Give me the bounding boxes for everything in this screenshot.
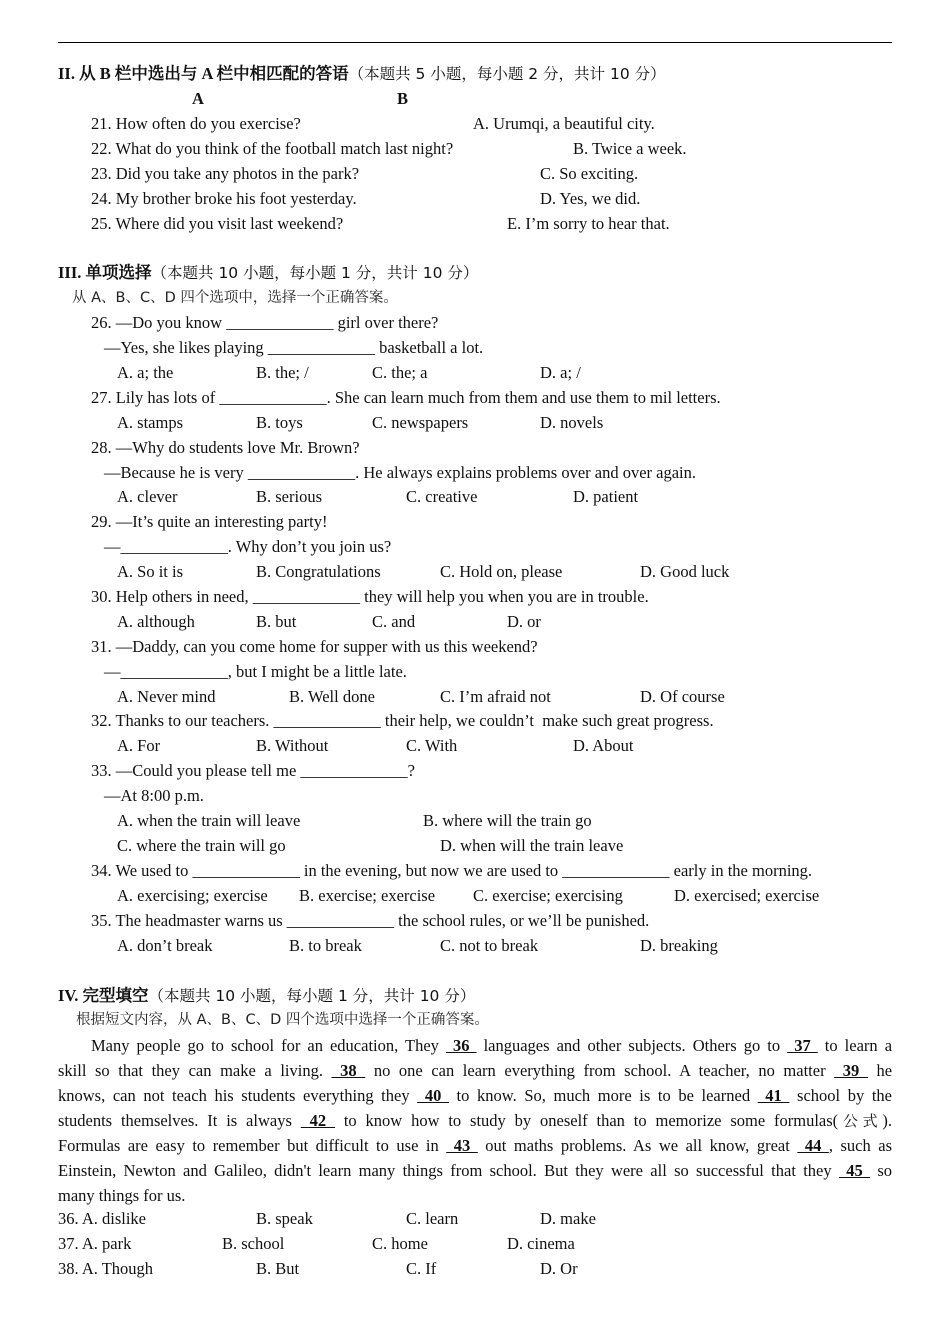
match-answer-d: D. Yes, we did. (540, 189, 641, 208)
column-a-header: A (192, 89, 204, 108)
option-32a: A. For (117, 736, 161, 755)
option-34c: C. exercise; exercising (473, 886, 623, 905)
passage-line-6 (58, 1158, 892, 1183)
blank-43: 43 (446, 1136, 478, 1155)
question-29-line2: —_____________. Why don’t you join us? (104, 537, 392, 556)
option-29c: C. Hold on, please (440, 562, 563, 581)
question-29-line1: 29. —It’s quite an interesting party! (91, 512, 328, 531)
passage-text: Einstein, Newton and Galileo, didn't learn many things from school. But they were all so successful that they (58, 1161, 839, 1180)
option-28a: A. clever (117, 487, 178, 506)
section4-title-cn: （本题共 10 小题，每小题 1 分，共计 10 分） (148, 987, 476, 1005)
passage-text: skill so that they can make a living. (58, 1061, 332, 1080)
option-35d: D. breaking (640, 936, 718, 955)
option-34d: D. exercised; exercise (674, 886, 820, 905)
option-35c: C. not to break (440, 936, 539, 955)
option-26a: A. a; the (117, 363, 174, 382)
option-28b: B. serious (256, 487, 322, 506)
passage-text: Formulas are easy to remember but difficult to use in (58, 1136, 447, 1155)
option-28d: D. patient (573, 487, 639, 506)
passage-text: to know how to study by oneself than to memorize some formulas( (334, 1111, 839, 1130)
column-b-header: B (397, 89, 409, 108)
passage-text: knows, can not teach his students everything they (58, 1086, 418, 1105)
answer-37a: 37. A. park (58, 1234, 132, 1253)
option-31b: B. Well done (289, 687, 375, 706)
blank-38: 38 (331, 1061, 366, 1080)
option-33b: B. where will the train go (423, 811, 592, 830)
section3-instruction: 从 A、B、C、D 四个选项中，选择一个正确答案。 (72, 290, 398, 306)
passage-text: 公式 (838, 1112, 883, 1130)
passage-text: ). (882, 1111, 893, 1130)
passage-line-1 (58, 1033, 892, 1058)
passage-text: , such as (828, 1136, 893, 1155)
question-27: 27. Lily has lots of _____________. She can learn much from them and use them to mil letters. (91, 388, 721, 407)
passage-text: so (870, 1161, 893, 1180)
match-answer-b: B. Twice a week. (573, 139, 687, 158)
passage-text: students themselves. It is always (58, 1111, 301, 1130)
question-35: 35. The headmaster warns us _____________ the school rules, or we’ll be punished. (91, 911, 650, 930)
question-31-line1: 31. —Daddy, can you come home for supper with us this weekend? (91, 637, 538, 656)
blank-44: 44 (797, 1136, 829, 1155)
match-question-25: 25. Where did you visit last weekend? (91, 214, 344, 233)
answer-38c: C. If (406, 1259, 437, 1278)
question-26-line1: 26. —Do you know _____________ girl over there? (91, 313, 439, 332)
passage-text: to learn a (817, 1036, 893, 1055)
option-30a: A. although (117, 612, 195, 631)
question-26-line2: —Yes, she likes playing _____________ basketball a lot. (104, 338, 484, 357)
option-27d: D. novels (540, 413, 604, 432)
option-29a: A. So it is (117, 562, 184, 581)
option-30d: D. or (507, 612, 541, 631)
passage-line-3 (58, 1083, 892, 1108)
section3-title-en: III. 单项选择 (58, 263, 152, 282)
blank-37: 37 (787, 1036, 818, 1055)
answer-37b: B. school (222, 1234, 285, 1253)
top-rule (58, 42, 892, 43)
option-31c: C. I’m afraid not (440, 687, 551, 706)
match-answer-c: C. So exciting. (540, 164, 639, 183)
answer-36b: B. speak (256, 1209, 313, 1228)
option-26d: D. a; / (540, 363, 581, 382)
option-30b: B. but (256, 612, 297, 631)
question-30: 30. Help others in need, _____________ they will help you when you are in trouble. (91, 587, 649, 606)
answer-37d: D. cinema (507, 1234, 575, 1253)
question-28-line2: —Because he is very _____________. He always explains problems over and over again. (104, 463, 697, 482)
option-27b: B. toys (256, 413, 303, 432)
option-26b: B. the; / (256, 363, 309, 382)
option-33d: D. when will the train leave (440, 836, 624, 855)
option-27a: A. stamps (117, 413, 183, 432)
answer-36d: D. make (540, 1209, 596, 1228)
option-33c: C. where the train will go (117, 836, 286, 855)
blank-39: 39 (834, 1061, 868, 1080)
option-35b: B. to break (289, 936, 362, 955)
answer-38a: 38. A. Though (58, 1259, 154, 1278)
answer-38d: D. Or (540, 1259, 578, 1278)
option-34a: A. exercising; exercise (117, 886, 268, 905)
option-32b: B. Without (256, 736, 329, 755)
option-35a: A. don’t break (117, 936, 213, 955)
question-34: 34. We used to _____________ in the evening, but now we are used to _____________ early in the morning. (91, 861, 813, 880)
answer-37c: C. home (372, 1234, 428, 1253)
passage-text: to know. So, much more is to be learned (448, 1086, 758, 1105)
passage-line-5 (58, 1133, 892, 1158)
option-29b: B. Congratulations (256, 562, 381, 581)
question-33-line2: —At 8:00 p.m. (104, 786, 204, 805)
option-29d: D. Good luck (640, 562, 730, 581)
question-32: 32. Thanks to our teachers. _____________ their help, we couldn’t make such great progress. (91, 711, 714, 730)
section4-instruction: 根据短文内容，从 A、B、C、D 四个选项中选择一个正确答案。 (76, 1012, 489, 1028)
passage-text: no one can learn everything from school. A teacher, no matter (365, 1061, 835, 1080)
option-32c: C. With (406, 736, 458, 755)
match-question-24: 24. My brother broke his foot yesterday. (91, 189, 357, 208)
section4-title-en: IV. 完型填空 (58, 986, 149, 1005)
passage-line-7: many things for us. (58, 1186, 186, 1205)
section2-title (58, 64, 666, 84)
option-31d: D. Of course (640, 687, 725, 706)
question-31-line2: —_____________, but I might be a little late. (104, 662, 407, 681)
blank-45: 45 (838, 1161, 871, 1180)
option-26c: C. the; a (372, 363, 428, 382)
option-34b: B. exercise; exercise (299, 886, 436, 905)
option-33a: A. when the train will leave (117, 811, 301, 830)
section3-title-cn: （本题共 10 小题，每小题 1 分，共计 10 分） (151, 264, 479, 282)
section2-title-en: II. 从 B 栏中选出与 A 栏中相匹配的答语 (58, 64, 349, 83)
question-33-line1: 33. —Could you please tell me _____________? (91, 761, 415, 780)
question-28-line1: 28. —Why do students love Mr. Brown? (91, 438, 360, 457)
blank-41: 41 (757, 1086, 790, 1105)
option-28c: C. creative (406, 487, 478, 506)
passage-text: out maths problems. As we all know, great (477, 1136, 798, 1155)
passage-line-2 (58, 1058, 892, 1083)
match-answer-e: E. I’m sorry to hear that. (507, 214, 670, 233)
passage-text: he (867, 1061, 893, 1080)
passage-line-4 (58, 1108, 892, 1134)
option-27c: C. newspapers (372, 413, 469, 432)
match-question-22: 22. What do you think of the football match last night? (91, 139, 454, 158)
answer-36a: 36. A. dislike (58, 1209, 147, 1228)
answer-38b: B. But (256, 1259, 300, 1278)
section4-title (58, 986, 475, 1006)
match-question-23: 23. Did you take any photos in the park? (91, 164, 360, 183)
section2-title-cn: （本题共 5 小题，每小题 2 分，共计 10 分） (348, 65, 666, 83)
passage-text: languages and other subjects. Others go to (476, 1036, 788, 1055)
blank-40: 40 (417, 1086, 449, 1105)
passage-text: Many people go to school for an education, They (91, 1036, 446, 1055)
passage-text: school by the (789, 1086, 892, 1105)
option-31a: A. Never mind (117, 687, 216, 706)
option-32d: D. About (573, 736, 634, 755)
match-answer-a: A. Urumqi, a beautiful city. (473, 114, 655, 133)
blank-36: 36 (445, 1036, 477, 1055)
option-30c: C. and (372, 612, 416, 631)
match-question-21: 21. How often do you exercise? (91, 114, 301, 133)
blank-42: 42 (300, 1111, 335, 1130)
answer-36c: C. learn (406, 1209, 459, 1228)
section3-title (58, 263, 478, 283)
